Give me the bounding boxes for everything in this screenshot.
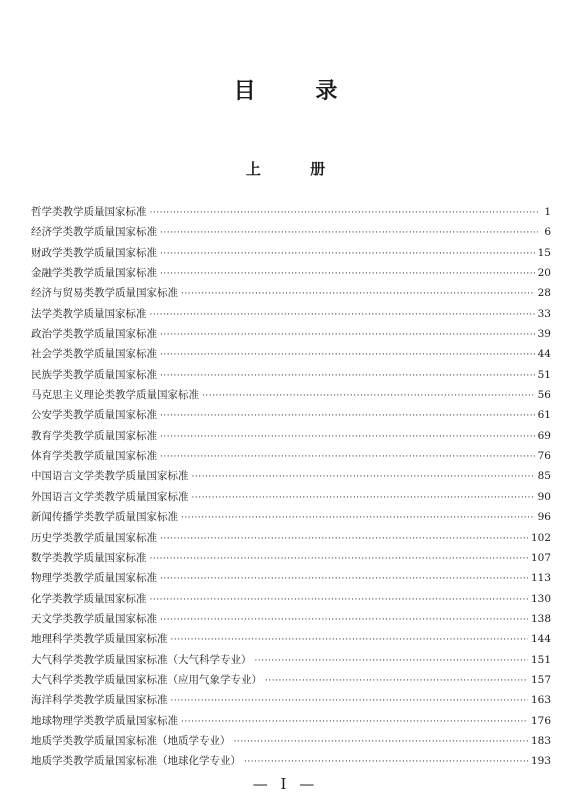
toc-entry-page: 90 (537, 490, 551, 503)
dot-leader (265, 671, 528, 691)
toc-entry[interactable] (31, 283, 551, 303)
toc-entry-title: 马克思主义理论类教学质量国家标准 (31, 389, 199, 402)
dot-leader (234, 732, 528, 752)
toc-entry-title: 地质学类教学质量国家标准（地球化学专业） (31, 755, 241, 768)
dot-leader (160, 264, 535, 284)
toc-entry[interactable] (31, 243, 551, 263)
toc-entry-page: 183 (530, 734, 551, 747)
dot-leader (160, 223, 538, 243)
toc-entry-title: 化学类教学质量国家标准 (31, 592, 147, 605)
toc-entry-title: 地质学类教学质量国家标准（地质学专业） (31, 734, 231, 747)
toc-entry-page: 138 (530, 612, 551, 625)
toc-entry[interactable] (31, 385, 551, 405)
toc-entry-page: 1 (544, 206, 551, 218)
toc-entry-page: 33 (537, 307, 551, 320)
toc-entry-page: 61 (537, 409, 551, 422)
toc-entry[interactable] (31, 324, 551, 344)
toc-entry-title: 大气科学类教学质量国家标准（大气科学专业） (31, 653, 252, 666)
toc-entry[interactable] (31, 222, 551, 242)
toc-entry-page: 193 (530, 755, 551, 768)
dot-leader (160, 529, 528, 549)
dot-leader (192, 488, 535, 508)
toc-entry-page: 51 (537, 368, 551, 381)
toc-entry-page: 113 (530, 572, 551, 585)
toc-entry[interactable] (31, 466, 551, 486)
toc-entry-page: 176 (530, 714, 551, 727)
toc-entry[interactable] (31, 548, 551, 568)
toc-entry-page: 44 (537, 348, 551, 361)
toc-entry[interactable] (31, 670, 551, 690)
toc-entry-page: 39 (537, 328, 551, 341)
toc-entry[interactable] (31, 446, 551, 466)
toc-entry-page: 20 (537, 267, 551, 280)
page-title: 目 录 (233, 79, 364, 104)
toc-entry[interactable] (31, 711, 551, 731)
dot-leader (255, 651, 528, 671)
toc-entry[interactable] (31, 405, 551, 425)
toc-entry[interactable] (31, 589, 551, 609)
toc-entry-page: 15 (537, 246, 551, 259)
toc-entry-page: 85 (537, 470, 551, 483)
dot-leader (171, 691, 528, 711)
toc-entry[interactable] (31, 263, 551, 283)
toc-entry-title: 海洋科学类教学质量国家标准 (31, 694, 168, 707)
toc-entry-page: 157 (530, 673, 551, 686)
toc-entry-page: 151 (530, 653, 551, 666)
toc-entry-title: 法学类教学质量国家标准 (31, 307, 147, 320)
toc-entry-title: 外国语言文学类教学质量国家标准 (31, 490, 189, 503)
toc-entry-page: 96 (537, 511, 551, 524)
dot-leader (244, 752, 528, 772)
dot-leader (150, 590, 528, 610)
toc-entry-title: 教育学类教学质量国家标准 (31, 429, 157, 442)
toc-entry[interactable] (31, 731, 551, 751)
toc-entry-page: 76 (537, 450, 551, 463)
dot-leader (150, 549, 528, 569)
dot-leader (160, 345, 535, 365)
toc-entry-page: 6 (544, 226, 551, 239)
toc-entry-title: 地球物理学类教学质量国家标准 (31, 714, 178, 727)
toc-entry-page: 69 (537, 429, 551, 442)
toc-entry-title: 地理科学类教学质量国家标准 (31, 633, 168, 646)
dot-leader (160, 610, 528, 630)
toc-entry[interactable] (31, 568, 551, 588)
dot-leader (181, 712, 528, 732)
toc-entry-title: 经济学类教学质量国家标准 (31, 226, 157, 239)
toc-entry[interactable] (31, 751, 551, 771)
toc-entry[interactable] (31, 344, 551, 364)
toc-entry[interactable] (31, 690, 551, 710)
toc-entry-page: 163 (530, 694, 551, 707)
toc-entry-title: 政治学类教学质量国家标准 (31, 328, 157, 341)
section-heading: 上 册 (245, 160, 348, 178)
dot-leader (171, 630, 528, 650)
toc-entry-title: 社会学类教学质量国家标准 (31, 348, 157, 361)
toc-entry-title: 新闻传播学类教学质量国家标准 (31, 511, 178, 524)
toc-entry-title: 金融学类教学质量国家标准 (31, 267, 157, 280)
toc-entry-title: 财政学类教学质量国家标准 (31, 246, 157, 259)
toc-list (31, 202, 551, 772)
toc-entry-page: 107 (530, 551, 551, 564)
toc-entry[interactable] (31, 426, 551, 446)
toc-entry-title: 经济与贸易类教学质量国家标准 (31, 287, 178, 300)
dot-leader (160, 427, 535, 447)
toc-entry-title: 民族学类教学质量国家标准 (31, 368, 157, 381)
dot-leader (160, 406, 535, 426)
toc-entry[interactable] (31, 365, 551, 385)
toc-entry[interactable] (31, 202, 551, 222)
toc-entry-title: 历史学类教学质量国家标准 (31, 531, 157, 544)
toc-entry[interactable] (31, 528, 551, 548)
toc-entry-title: 公安学类教学质量国家标准 (31, 409, 157, 422)
dot-leader (160, 366, 535, 386)
toc-entry[interactable] (31, 650, 551, 670)
dot-leader (181, 284, 535, 304)
dot-leader (150, 203, 539, 223)
dot-leader (160, 325, 535, 345)
dot-leader (160, 569, 528, 589)
toc-entry-page: 56 (537, 389, 551, 402)
toc-entry-page: 102 (530, 531, 551, 544)
dot-leader (192, 467, 535, 487)
toc-entry-title: 物理学类教学质量国家标准 (31, 572, 157, 585)
dot-leader (181, 508, 535, 528)
toc-entry-title: 数学类教学质量国家标准 (31, 551, 147, 564)
toc-entry-title: 天文学类教学质量国家标准 (31, 612, 157, 625)
dot-leader (160, 447, 535, 467)
toc-entry-page: 130 (530, 592, 551, 605)
dot-leader (202, 386, 535, 406)
toc-entry[interactable] (31, 609, 551, 629)
toc-entry-title: 体育学类教学质量国家标准 (31, 450, 157, 463)
dot-leader (150, 305, 535, 325)
toc-entry-page: 144 (530, 633, 551, 646)
toc-entry[interactable] (31, 487, 551, 507)
toc-entry-title: 大气科学类教学质量国家标准（应用气象学专业） (31, 673, 262, 686)
toc-entry[interactable] (31, 507, 551, 527)
toc-entry[interactable] (31, 304, 551, 324)
toc-entry-page: 28 (537, 287, 551, 300)
toc-entry-title: 哲学类教学质量国家标准 (31, 206, 147, 218)
dot-leader (160, 244, 535, 264)
toc-entry[interactable] (31, 629, 551, 649)
page-number: — I — (252, 775, 319, 793)
toc-entry-title: 中国语言文学类教学质量国家标准 (31, 470, 189, 483)
